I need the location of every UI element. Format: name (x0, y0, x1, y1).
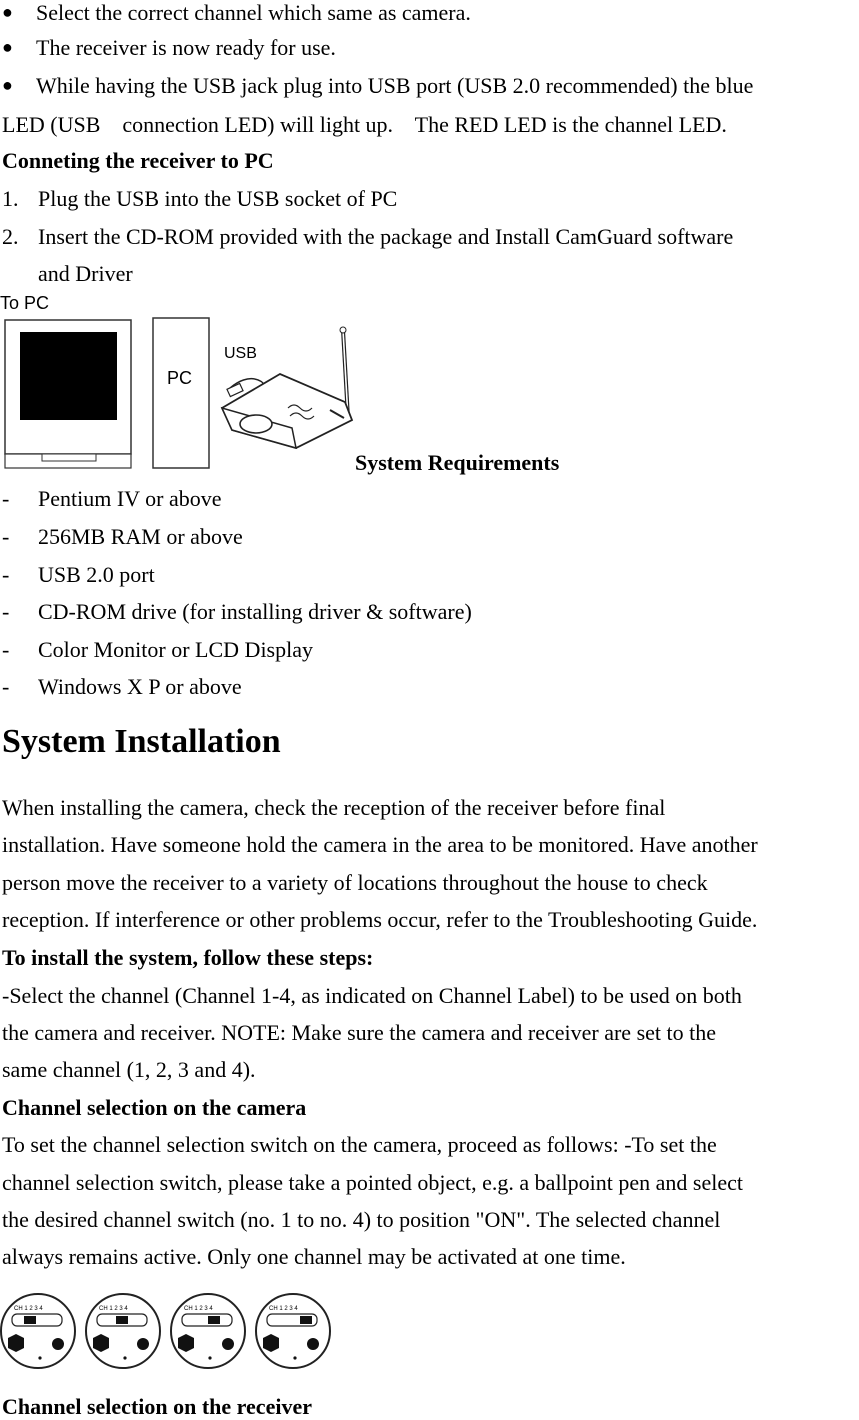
dial-channel-label: CH 1 2 3 4 (99, 1306, 128, 1312)
dial-channel-label: CH 1 2 3 4 (184, 1306, 213, 1312)
requirement-text: 256MB RAM or above (38, 524, 243, 549)
steps-heading: To install the system, follow these steps: (2, 945, 374, 970)
requirement-item (2, 562, 155, 588)
connecting-heading: Conneting the receiver to PC (2, 148, 274, 173)
dash-marker: - (2, 637, 10, 662)
install-para-line: reception. If interference or other problems occur, refer to the Troubleshooting Guide. (2, 907, 758, 932)
requirement-text: CD-ROM drive (for installing driver & software) (38, 599, 472, 624)
led-line: LED (USB connection LED) will light up. The RED LED is the channel LED. (2, 112, 727, 137)
dash-marker: - (2, 562, 10, 587)
step-text: Insert the CD-ROM provided with the package and Install CamGuard software (38, 224, 734, 249)
camera-para-line: always remains active. Only one channel may be activated at one time. (2, 1244, 626, 1269)
to-pc-label: To PC (0, 293, 50, 313)
usb-label: USB (224, 345, 257, 362)
bullet-usb-jack: ● While having the USB jack plug into USB port (USB 2.0 recommended) the blue (2, 73, 753, 100)
requirement-item (2, 486, 222, 512)
steps-para-line: the camera and receiver. NOTE: Make sure the camera and receiver are set to the (2, 1020, 717, 1045)
sysreq-heading: System Requirements (355, 450, 560, 475)
camera-heading: Channel selection on the camera (2, 1095, 307, 1120)
dial-channel-label: CH 1 2 3 4 (269, 1306, 298, 1312)
install-heading: System Installation (2, 723, 281, 760)
step-number: 1. (2, 186, 19, 211)
pc-tower-icon (153, 318, 209, 468)
usb-receiver-icon (222, 327, 352, 448)
monitor-icon (5, 320, 131, 468)
requirement-text: Pentium IV or above (38, 486, 222, 511)
connect-step-2 (2, 224, 733, 250)
channel-dials-figure (0, 1288, 340, 1372)
requirement-item (2, 599, 472, 625)
requirement-item (2, 524, 243, 550)
dash-marker: - (2, 599, 10, 624)
channel-dial-2 (86, 1294, 160, 1368)
requirement-item (2, 637, 313, 663)
connect-step-2-cont: and Driver (38, 261, 133, 286)
step-number: 2. (2, 224, 19, 249)
pc-connection-figure (0, 290, 360, 472)
steps-para-line: same channel (1, 2, 3 and 4). (2, 1057, 256, 1082)
install-para-line: installation. Have someone hold the camera in the area to be monitored. Have another (2, 832, 758, 857)
connect-step-1 (2, 186, 397, 212)
camera-para-line: the desired channel switch (no. 1 to no. 4) to position "ON". The selected channel (2, 1207, 721, 1232)
channel-dial-4 (256, 1294, 330, 1368)
dash-marker: - (2, 674, 10, 699)
camera-para-line: To set the channel selection switch on the camera, proceed as follows: -To set the (2, 1132, 717, 1157)
dial-channel-label: CH 1 2 3 4 (14, 1306, 43, 1312)
bullet-select-channel: ● Select the correct channel which same as camera. (2, 0, 471, 27)
requirement-text: USB 2.0 port (38, 562, 155, 587)
receiver-heading: Channel selection on the receiver (2, 1394, 312, 1419)
dash-marker: - (2, 524, 10, 549)
channel-dial-1 (1, 1294, 75, 1368)
camera-para-line: channel selection switch, please take a pointed object, e.g. a ballpoint pen and select (2, 1170, 744, 1195)
requirement-item (2, 674, 242, 700)
requirement-text: Color Monitor or LCD Display (38, 637, 313, 662)
install-para-line: person move the receiver to a variety of locations throughout the house to check (2, 870, 708, 895)
dash-marker: - (2, 486, 10, 511)
steps-para-line: -Select the channel (Channel 1-4, as indicated on Channel Label) to be used on both (2, 983, 742, 1008)
requirement-text: Windows X P or above (38, 674, 242, 699)
install-para-line: When installing the camera, check the reception of the receiver before final (2, 795, 666, 820)
bullet-receiver-ready: ● The receiver is now ready for use. (2, 35, 336, 62)
channel-dial-3 (171, 1294, 245, 1368)
step-text: Plug the USB into the USB socket of PC (38, 186, 398, 211)
pc-label: PC (167, 368, 193, 388)
